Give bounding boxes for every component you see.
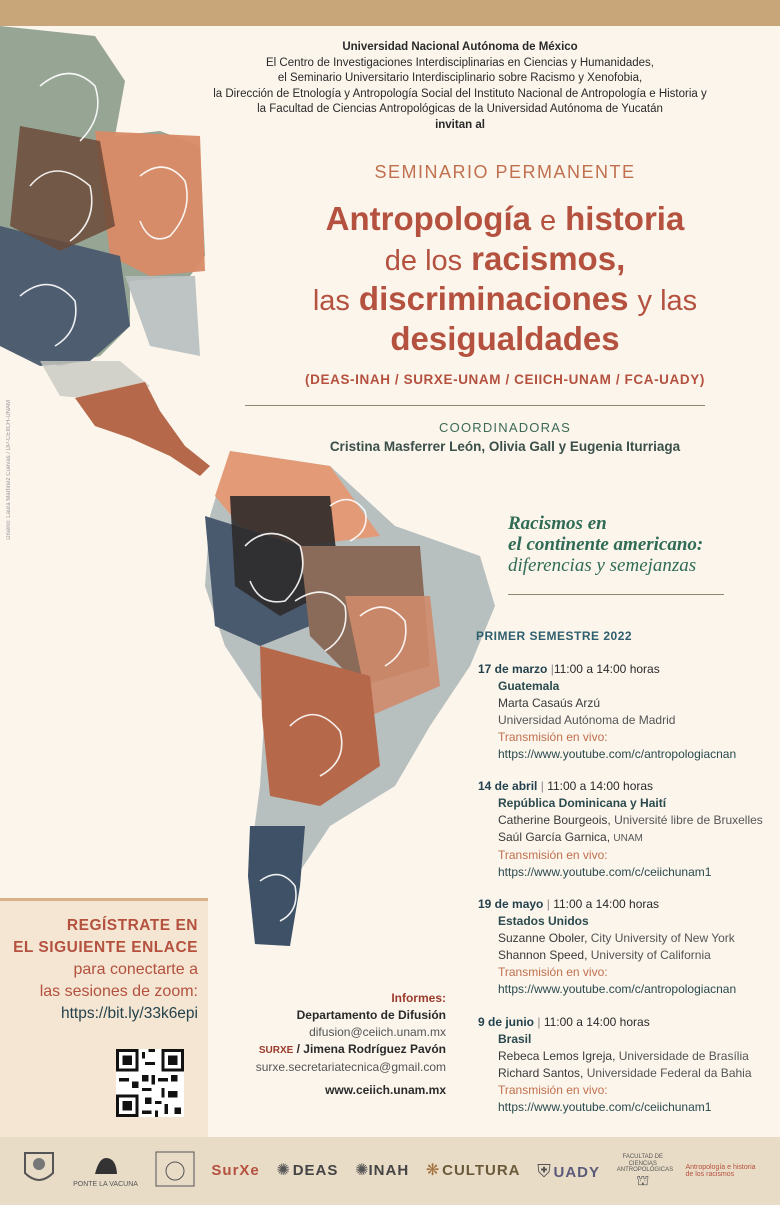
session-country: Guatemala [498,679,560,693]
session-date: 14 de abril [478,779,538,793]
header-line: la Dirección de Etnología y Antropología Social del Instituto Nacional de Antropología e Historia y [213,87,707,100]
session-country: Brasil [498,1032,532,1046]
title-word: Antropología [325,200,531,237]
qr-code[interactable] [116,1049,184,1117]
title-word: y las [637,285,698,317]
coordinators-names: Cristina Masferrer León, Olivia Gall y Eugenia Iturriaga [329,439,681,454]
website-link[interactable]: www.ceiich.unam.mx [325,1083,446,1097]
register-heading: REGÍSTRATE EN [66,917,198,934]
stream-label: Transmisión en vivo: [498,848,608,862]
stream-label: Transmisión en vivo: [498,965,608,979]
session-time: 11:00 a 14:00 horas [553,662,660,676]
contact-name: / Jimena Rodríguez Pavón [296,1042,446,1056]
theme-line: Racismos en [508,513,607,534]
speaker-name: Catherine Bourgeois, [498,813,611,827]
speaker-affiliation: Universidade de Brasília [618,1049,749,1063]
ceiich-logo [155,1151,195,1191]
email-link[interactable]: difusion@ceiich.unam.mx [309,1025,446,1039]
title-word: historia [565,200,685,237]
stream-link[interactable]: https://www.youtube.com/c/ceiichunam1 [498,1100,712,1114]
design-credit: Diseño: Laura Martínez Cuevas / DP-CEIICH-UNAM [6,400,12,540]
inah-logo: ✺INAH [355,1161,410,1179]
title-word: las [312,285,350,317]
top-bar [0,0,780,26]
speaker-affiliation: Université libre de Bruxelles [614,813,763,827]
title-word: discriminaciones [358,280,629,317]
session-country: Estados Unidos [498,914,589,928]
session-date: 9 de junio [478,1015,535,1029]
register-heading: EL SIGUIENTE ENLACE [13,939,198,956]
university-name: Universidad Nacional Autónoma de México [342,41,578,53]
central-america-shape [75,382,210,476]
session-time: 11:00 a 14:00 horas [547,779,654,793]
register-text: para conectarte a [73,961,198,978]
cultura-logo: ❋ CULTURA [425,1161,521,1179]
registration-link[interactable]: https://bit.ly/33k6epi [61,1005,198,1022]
session-country: República Dominicana y Haití [498,796,667,810]
speaker-name: Shannon Speed, [498,948,588,962]
seminar-logo: Antropología e historia de los racismos [685,1163,756,1178]
fca-logo: FACULTAD DE CIENCIAS ANTROPOLÓGICAS ⛫ [616,1154,674,1189]
session-item: 19 de mayo | 11:00 a 14:00 horas Estados Unidos Suzanne Oboler, City University of New York Shannon Speed, University of California Transmisión en vivo: https://www.youtube.com/c/antropologiacnan [478,896,774,998]
stream-label: Transmisión en vivo: [498,730,608,744]
divider [508,594,724,595]
stream-link[interactable]: https://www.youtube.com/c/antropologiacnan [498,747,737,761]
session-item: 14 de abril | 11:00 a 14:00 horas República Dominicana y Haití Catherine Bourgeois, Université libre de Bruxelles Saúl García Garnica, UNAM Transmisión en vivo: https://www.youtube.com/c/ceiichunam1 [478,778,774,881]
sponsor-logos-bar [0,1137,780,1205]
surxe-logo: SurXe [211,1162,260,1180]
header-line: la Facultad de Ciencias Antropológicas de la Universidad Autónoma de Yucatán [257,103,663,115]
coordinators-label: COORDINADORAS [439,420,571,435]
invitation-line: invitan al [435,118,485,131]
semester-label: PRIMER SEMESTRE 2022 [476,629,633,643]
speaker-name: Rebeca Lemos Igreja, [498,1049,616,1063]
register-text: las sesiones de zoom: [39,983,198,1000]
institutions-line: (DEAS-INAH / SURXE-UNAM / CEIICH-UNAM / FCA-UADY) [305,372,705,387]
speaker-name: Suzanne Oboler, [498,931,588,945]
speaker-affiliation: Universidade Federal da Bahia [586,1066,752,1080]
theme-line: el continente americano: [508,534,704,555]
seminar-title [245,200,765,357]
session-theme [508,513,768,576]
session-item: 17 de marzo |11:00 a 14:00 horas Guatemala Marta Casaús Arzú Universidad Autónoma de Madrid Transmisión en vivo: https://www.youtube.com/c/antropologiacnan [478,661,774,763]
department-name: Departamento de Difusión [296,1008,446,1022]
unam-logo [22,1150,56,1192]
session-time: 11:00 a 14:00 horas [543,1015,650,1029]
speaker-name: Marta Casaús Arzú [498,696,601,710]
divider [245,405,705,406]
stream-link[interactable]: https://www.youtube.com/c/antropologiacnan [498,982,737,996]
puma-logo: PONTE LA VACUNA [73,1154,138,1189]
header-line: el Seminario Universitario Interdisciplinario sobre Racismo y Xenofobia, [277,72,643,84]
speaker-affiliation: City University of New York [590,931,735,945]
email-link[interactable]: surxe.secretariatecnica@gmail.com [255,1060,446,1074]
title-word: desigualdades [390,320,620,357]
contact-info [220,990,446,1099]
title-word: de los [384,245,463,277]
stream-label: Transmisión en vivo: [498,1083,608,1097]
info-heading: Informes: [391,991,446,1005]
organizers-header [150,40,770,133]
theme-line: diferencias y semejanzas [508,555,697,576]
contact-org: SURXE [258,1045,294,1056]
title-word: e [539,205,557,237]
session-date: 19 de mayo [478,897,544,911]
stream-link[interactable]: https://www.youtube.com/c/ceiichunam1 [498,865,712,879]
deas-logo: ✺ DEAS [276,1161,339,1179]
session-time: 11:00 a 14:00 horas [553,897,660,911]
speaker-affiliation: Universidad Autónoma de Madrid [498,713,676,727]
uady-logo: ⛨ UADY [537,1160,601,1181]
speaker-affiliation: UNAM [613,833,643,844]
header-line: El Centro de Investigaciones Interdisciplinarias en Ciencias y Humanidades, [265,56,654,69]
speaker-name: Saúl García Garnica, [498,830,611,844]
speaker-affiliation: University of California [590,948,711,962]
speaker-name: Richard Santos, [498,1066,584,1080]
south-america-shape [205,451,495,946]
seminar-label: SEMINARIO PERMANENTE [374,162,636,182]
session-item: 9 de junio | 11:00 a 14:00 horas Brasil Rebeca Lemos Igreja, Universidade de Brasília Richard Santos, Universidade Federal da Bahia Transmisión en vivo: https://www.youtube.com/c/ceiichunam1 [478,1014,774,1116]
title-word: racismos, [471,240,626,277]
session-date: 17 de marzo [478,662,548,676]
